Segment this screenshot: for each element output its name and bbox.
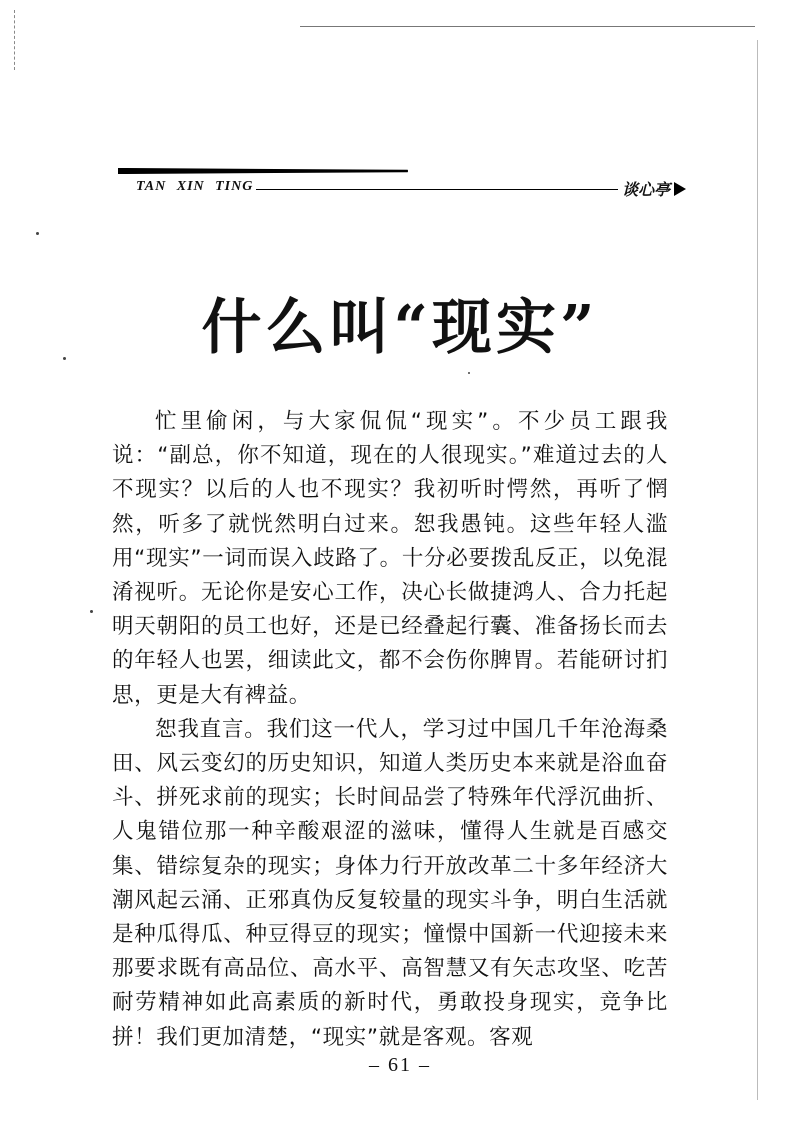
article-title: 什么叫“现实” <box>201 293 599 363</box>
scan-speck <box>36 232 39 235</box>
scan-artifact-right <box>757 40 758 1100</box>
scan-speck <box>90 610 93 613</box>
arrow-right-icon <box>674 182 686 196</box>
running-header <box>118 160 684 210</box>
article-body <box>112 405 668 1055</box>
scan-speck <box>468 372 470 374</box>
header-chinese-title: 谈心亭 <box>618 177 674 200</box>
scan-artifact-top-rule <box>300 26 755 27</box>
paragraph: 忙里偷闲，与大家侃侃“现实”。不少员工跟我说：“副总，你不知道，现在的人很现实。”难道过去的人不现实？以后的人也不现实？我初听时愕然，再听了惘然，听多了就恍然明白过来。恕我愚钝。这些年轻人滥用“现实”一词而误入歧路了。十分必要拨乱反正，以免混淆视听。无论你是安心工作，决心长做捷鸿人、合力托起明天朝阳的员工也好，还是已经叠起行囊、准备扬长而去的年轻人也罢，细读此文，都不会伤你脾胃。若能研讨扪思，更是大有裨益。 <box>112 409 668 708</box>
header-bar <box>118 168 408 174</box>
scan-artifact-left <box>14 10 15 70</box>
paragraph: 恕我直言。我们这一代人，学习过中国几千年沧海桑田、风云变幻的历史知识，知道人类历史本来就是浴血奋斗、拼死求前的现实；长时间品尝了特殊年代浮沉曲折、人鬼错位那一种辛酸艰涩的滋味，懂得人生就是百感交集、错综复杂的现实；身体力行开放改革二十多年经济大潮风起云涌、正邪真伪反复较量的现实斗争，明白生活就是种瓜得瓜、种豆得豆的现实；憧憬中国新一代迎接未来那要求既有高品位、高水平、高智慧又有矢志攻坚、吃苦耐劳精神如此高素质的新时代，勇敢投身现实，竞争比拼！我们更加清楚，“现实”就是客观。客观 <box>112 716 668 1050</box>
header-rule <box>256 189 668 190</box>
header-latin-title: TAN XIN TING <box>136 179 254 194</box>
page-number: – 61 – <box>369 1054 431 1076</box>
